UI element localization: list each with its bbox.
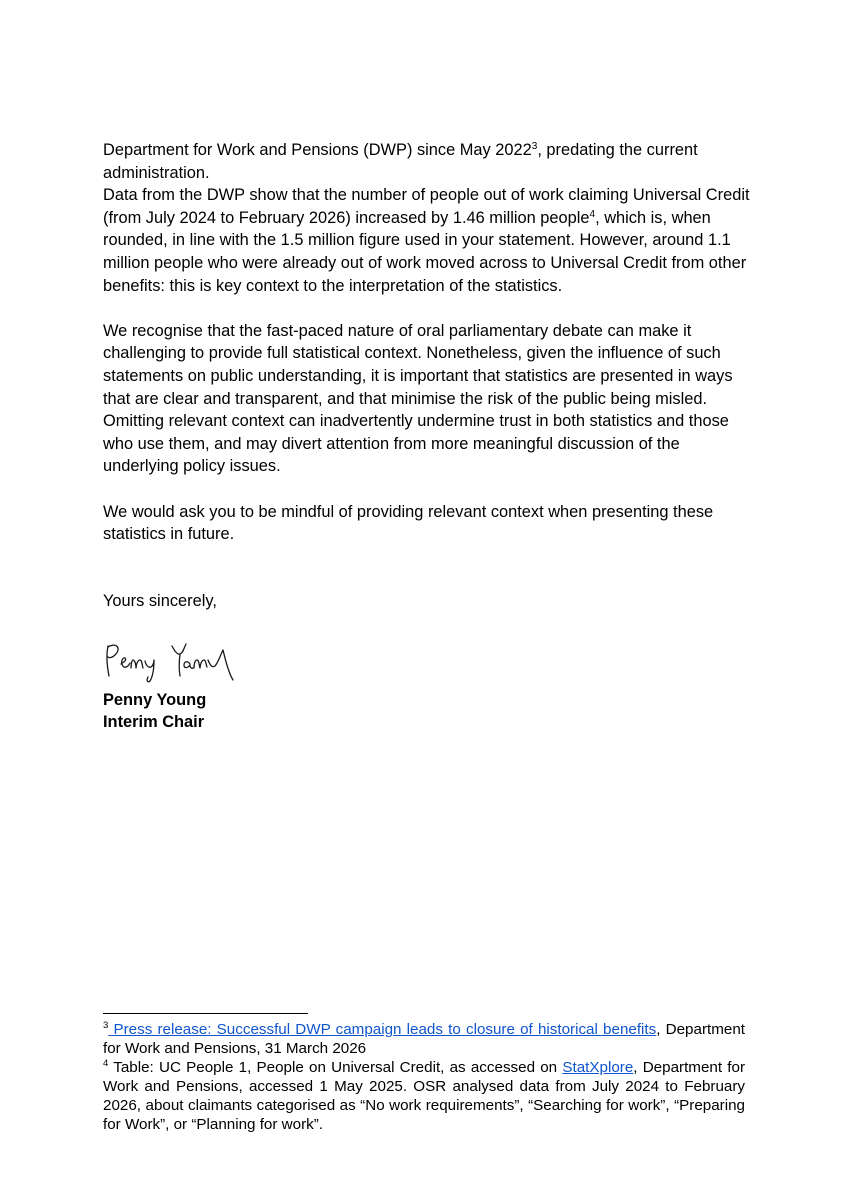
footnote-ref-4[interactable]: 4 <box>589 208 596 220</box>
signatory-role: Interim Chair <box>103 713 205 731</box>
paragraph-3: We recognise that the fast-paced nature of oral parliamentary debate can make it challenging to provide full statistical context. Nonetheless, given the influence of such statements on public understanding, it is important that statistics are presented in ways that are clear and transparent, and that minimise the risk of the public being misled. Omitting relevant context can inadvertently undermine trust in both statistics and those who use them, and may divert attention from more meaningful discussion of the underlying policy issues. <box>103 321 733 476</box>
paragraph-2: Data from the DWP show that the number of people out of work claiming Universal Credit (from July 2024 to February 2026) increased by 1.46 million people$^4$, which is, when rounded, in line with the 1.5 million figure used in your statement. However, around 1.1 million people who were already out of work moved across to Universal Credit from other benefits: this is key context to the interpretation of the statistics. <box>103 186 750 295</box>
press-release-link[interactable]: Press release: Successful DWP campaign leads to closure of historical benefits <box>108 1021 657 1038</box>
footnotes <box>103 1020 745 1134</box>
footnote-ref-3[interactable]: 3 <box>531 141 538 152</box>
signatory-name: Penny Young <box>103 691 207 709</box>
statxplore-link[interactable]: StatXplore <box>562 1059 634 1076</box>
footnote-4: $^4$ Table: UC People 1, People on Universal Credit, as accessed on StatXplore, Department for Work and Pensions, accessed 1 May 2025. OSR analysed data from July 2024 to February 2026, about claimants categorised as “No work requirements”, “Searching for work”, “Preparing for Work”, or “Planning for work”. <box>103 1058 746 1133</box>
footnote-divider <box>103 1013 308 1014</box>
paragraph-1: Department for Work and Pensions (DWP) since May 2022$^3$, predating the current administration. <box>103 141 698 182</box>
letter-body <box>103 139 753 546</box>
paragraph-4: We would ask you to be mindful of providing relevant context when presenting these statistics in future. <box>103 502 714 544</box>
footnote-3: $^3$ Press release: Successful DWP campaign leads to closure of historical benefits, Department for Work and Pensions, 31 March 2026 <box>103 1020 745 1057</box>
closing-salutation: Yours sincerely, <box>103 592 217 610</box>
handwritten-signature <box>100 638 235 684</box>
